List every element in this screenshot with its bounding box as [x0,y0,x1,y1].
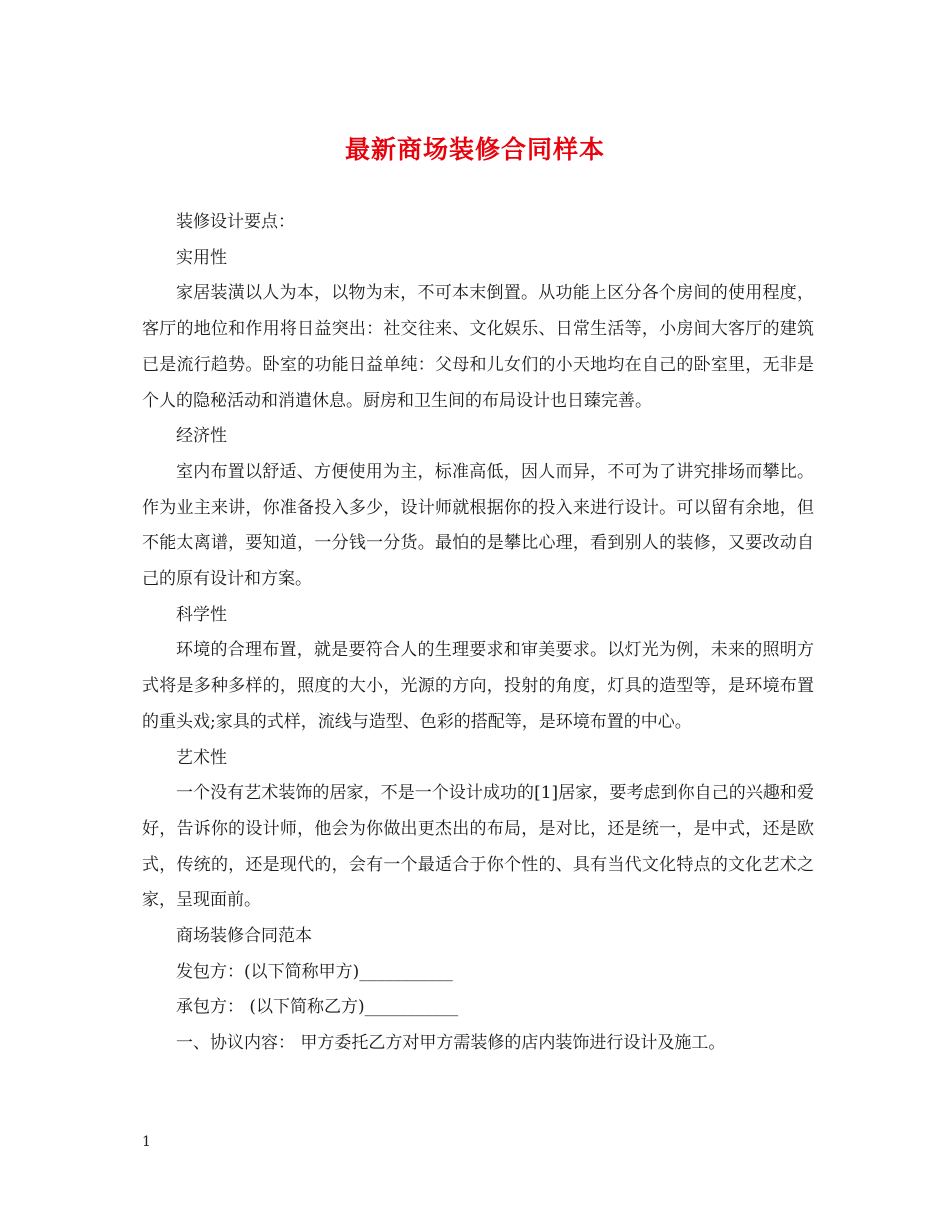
paragraph-economy: 室内布置以舒适、方便使用为主，标准高低，因人而异，不可为了讲究排场而攀比。作为业主来讲，你准备投入多少，设计师就根据你的投入来进行设计。可以留有余地，但不能太离谱，要知道，一分钱一分货。最怕的是攀比心理，看到别人的装修，又要改动自己的原有设计和方案。 [142,461,814,590]
contract-template-heading: 商场装修合同范本 [176,926,312,947]
section-heading-practicality: 实用性 [176,247,227,268]
party-a-line: 发包方：(以下简称甲方)___________ [176,961,453,982]
agreement-content-line: 一、协议内容： 甲方委托乙方对甲方需装修的店内装饰进行设计及施工。 [176,1033,726,1054]
document-body [142,205,814,1062]
document-title: 最新商场装修合同样本 [344,135,605,164]
section-heading-economy: 经济性 [176,426,227,447]
paragraph-art: 一个没有艺术装饰的居家，不是一个设计成功的[1]居家，要考虑到你自己的兴趣和爱好，告诉你的设计师，他会为你做出更杰出的布局，是对比，还是统一，是中式，还是欧式，传统的，还是现代的，会有一个最适合于你个性的、具有当代文化特点的文化艺术之家，呈现面前。 [142,783,814,911]
section-heading-design-points: 装修设计要点： [176,212,295,232]
paragraph-science: 环境的合理布置，就是要符合人的生理要求和审美要求。以灯光为例，未来的照明方式将是多种多样的，照度的大小，光源的方向，投射的角度，灯具的造型等，是环境布置的重头戏;家具的式样，流线与造型、色彩的搭配等，是环境布置的中心。 [142,640,814,732]
party-b-line: 承包方： (以下简称乙方)___________ [176,997,459,1018]
page-number: 1 [142,1134,151,1150]
section-heading-art: 艺术性 [176,747,227,768]
section-heading-science: 科学性 [176,604,227,625]
paragraph-practicality: 家居装潢以人为本，以物为末，不可本末倒置。从功能上区分各个房间的使用程度，客厅的地位和作用将日益突出：社交往来、文化娱乐、日常生活等，小房间大客厅的建筑已是流行趋势。卧室的功能日益单纯：父母和儿女们的小天地均在自己的卧室里，无非是个人的隐秘活动和消遣休息。厨房和卫生间的布局设计也日臻完善。 [142,283,814,411]
